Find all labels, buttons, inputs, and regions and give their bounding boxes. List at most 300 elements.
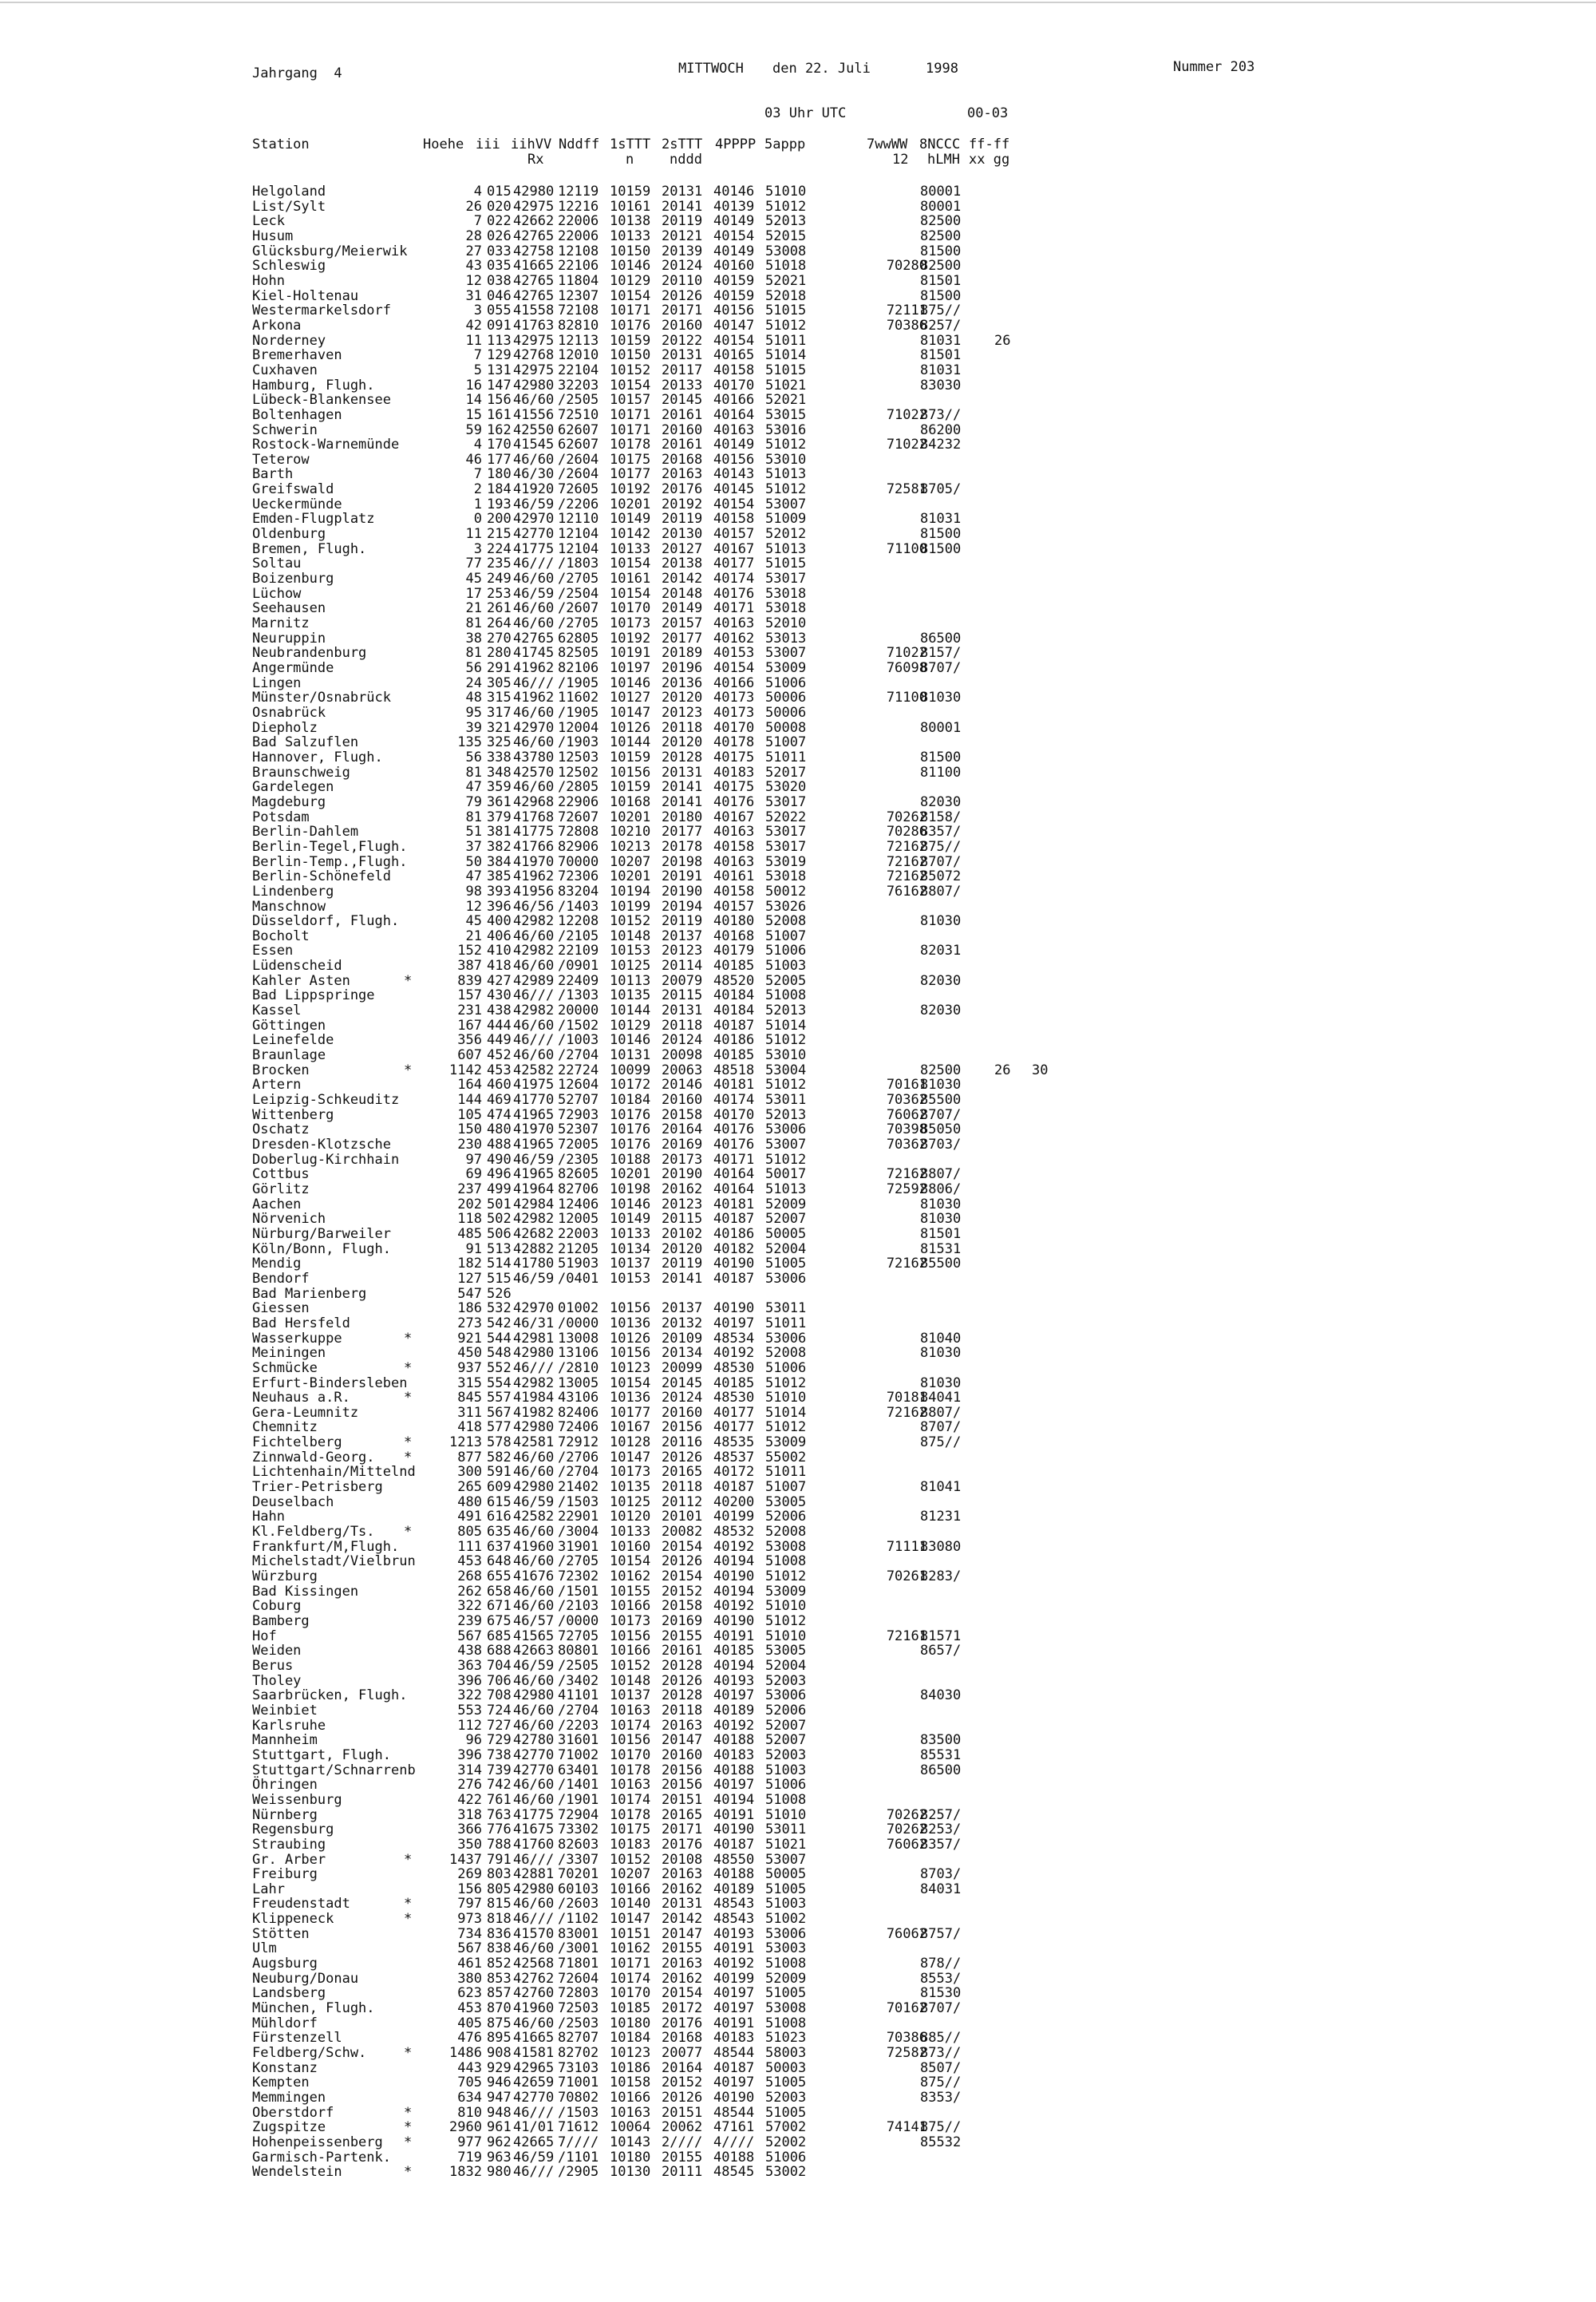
iihvv-value: 41745 <box>513 645 555 662</box>
station-name: Köln/Bonn, Flugh. <box>252 1240 391 1257</box>
2sttt-value: 20190 <box>662 1166 703 1183</box>
nddff-value: /2604 <box>558 451 599 468</box>
8nccc-value: 8553/ <box>920 1970 962 1987</box>
2sttt-value: 20177 <box>662 630 703 647</box>
hoehe-value: 39 <box>465 719 482 736</box>
5appp-value: 55002 <box>765 1449 807 1465</box>
nddff-value: 12406 <box>558 1196 599 1212</box>
station-name: Husum <box>252 227 294 244</box>
8nccc-value: 81030 <box>920 1211 962 1228</box>
station-name: Michelstadt/Vielbrun <box>252 1553 416 1570</box>
7wwww-value: 71100 <box>886 540 927 557</box>
iihvv-value: 46/60 <box>513 958 555 975</box>
2sttt-value: 20099 <box>662 1359 703 1376</box>
hoehe-value: 4 <box>473 437 482 453</box>
hoehe-value: 28 <box>465 227 482 244</box>
iii-value: 724 <box>487 1702 512 1719</box>
nddff-value: /0000 <box>558 1613 599 1629</box>
5appp-value: 51014 <box>765 347 807 364</box>
nddff-value: 22109 <box>558 943 599 959</box>
7wwww-value: 72161 <box>886 1628 927 1644</box>
table-row <box>252 1643 1449 1659</box>
iii-value: 091 <box>487 317 512 334</box>
iii-value: 616 <box>487 1509 512 1525</box>
2sttt-value: 20142 <box>662 1911 703 1928</box>
iii-value: 857 <box>487 1985 512 2002</box>
col-2sttt: 2sTTT <box>662 136 703 152</box>
station-name: Rostock-Warnemünde <box>252 437 400 453</box>
hoehe-value: 237 <box>457 1181 482 1197</box>
station-name: Westermarkelsdorf <box>252 303 391 319</box>
2sttt-value: 20115 <box>662 1211 703 1228</box>
4pppp-value: 40176 <box>713 1137 755 1153</box>
nddff-value: /2505 <box>558 1657 599 1674</box>
station-name: Osnabrück <box>252 704 326 721</box>
8nccc-value: 81501 <box>920 347 962 364</box>
iii-value: 514 <box>487 1256 512 1272</box>
5appp-value: 53026 <box>765 898 807 915</box>
iii-value: 548 <box>487 1345 512 1362</box>
iii-value: 381 <box>487 824 512 841</box>
2sttt-value: 20114 <box>662 958 703 975</box>
station-name: Münster/Osnabrück <box>252 690 391 706</box>
iii-value: 338 <box>487 749 512 765</box>
station-name: Lüdenscheid <box>252 958 342 975</box>
5appp-value: 51012 <box>765 1568 807 1585</box>
nddff-value: /2105 <box>558 928 599 944</box>
5appp-value: 51007 <box>765 1479 807 1496</box>
iihvv-value: 46/59 <box>513 1270 555 1287</box>
2sttt-value: 20124 <box>662 1032 703 1049</box>
2sttt-value: 20116 <box>662 1434 703 1451</box>
4pppp-value: 40199 <box>713 1509 755 1525</box>
iii-value: 438 <box>487 1003 512 1019</box>
1sttt-value: 10163 <box>610 1777 651 1794</box>
5appp-value: 51015 <box>765 303 807 319</box>
iihvv-value: 41556 <box>513 406 555 423</box>
station-name: List/Sylt <box>252 198 326 215</box>
iii-value: 648 <box>487 1553 512 1570</box>
2sttt-value: 20128 <box>662 749 703 765</box>
iii-value: 474 <box>487 1106 512 1123</box>
1sttt-value: 10159 <box>610 779 651 796</box>
station-name: Lübeck-Blankensee <box>252 392 391 409</box>
station-name: Straubing <box>252 1836 326 1853</box>
1sttt-value: 10186 <box>610 2059 651 2076</box>
iii-value: 317 <box>487 704 512 721</box>
station-name: Bad Salzuflen <box>252 734 359 751</box>
nddff-value: 82603 <box>558 1836 599 1853</box>
iihvv-value: 42770 <box>513 526 555 543</box>
4pppp-value: 40188 <box>713 2149 755 2166</box>
7wwww-value: 72582 <box>886 2045 927 2062</box>
iii-value: 685 <box>487 1628 512 1644</box>
nddff-value: 82605 <box>558 1166 599 1183</box>
iii-value: 961 <box>487 2119 512 2136</box>
hoehe-value: 805 <box>457 1524 482 1541</box>
4pppp-value: 40197 <box>713 1315 755 1331</box>
iihvv-value: 42965 <box>513 2059 555 2076</box>
iihvv-value: 41982 <box>513 1404 555 1421</box>
8nccc-value: 83080 <box>920 1538 962 1555</box>
hoehe-value: 69 <box>465 1166 482 1183</box>
4pppp-value: 40177 <box>713 1404 755 1421</box>
table-row <box>252 1674 1449 1689</box>
8nccc-value: 85531 <box>920 1746 962 1763</box>
2sttt-value: 20123 <box>662 1196 703 1212</box>
table-row <box>252 1480 1449 1495</box>
station-name: Lichtenhain/Mittelnd <box>252 1464 416 1481</box>
5appp-value: 51012 <box>765 198 807 215</box>
2sttt-value: 20123 <box>662 704 703 721</box>
table-row <box>252 1927 1449 1942</box>
2sttt-value: 20157 <box>662 615 703 632</box>
hoehe-value: 27 <box>465 243 482 259</box>
1sttt-value: 10128 <box>610 1434 651 1451</box>
iii-value: 488 <box>487 1137 512 1153</box>
col-hoehe: Hoehe <box>423 136 464 152</box>
2sttt-value: 20177 <box>662 824 703 841</box>
5appp-value: 51008 <box>765 987 807 1004</box>
2sttt-value: 20190 <box>662 883 703 900</box>
7wwww-value: 71022 <box>886 645 927 662</box>
hoehe-value: 322 <box>457 1598 482 1615</box>
iii-value: 567 <box>487 1404 512 1421</box>
hoehe-value: 127 <box>457 1270 482 1287</box>
hoehe-value: 350 <box>457 1836 482 1853</box>
4pppp-value: 40164 <box>713 1166 755 1183</box>
station-name: Garmisch-Partenk. <box>252 2149 391 2166</box>
station-name: Bremen, Flugh. <box>252 540 367 557</box>
7wwww-value: 72162 <box>886 1256 927 1272</box>
iii-value: 946 <box>487 2075 512 2091</box>
4pppp-value: 40163 <box>713 615 755 632</box>
table-row <box>252 244 1449 259</box>
8nccc-value: 81500 <box>920 287 962 304</box>
4pppp-value: 40187 <box>713 2059 755 2076</box>
2sttt-value: 20145 <box>662 1374 703 1391</box>
table-row <box>252 1212 1449 1227</box>
7wwww-value: 70262 <box>886 1806 927 1823</box>
1sttt-value: 10146 <box>610 1196 651 1212</box>
nddff-value: /1803 <box>558 556 599 572</box>
1sttt-value: 10153 <box>610 943 651 959</box>
7wwww-value: 71022 <box>886 437 927 453</box>
1sttt-value: 10192 <box>610 481 651 498</box>
2sttt-value: 20154 <box>662 1985 703 2002</box>
nddff-value: /3001 <box>558 1940 599 1957</box>
hoehe-value: 239 <box>457 1613 482 1629</box>
2sttt-value: 20163 <box>662 1956 703 1972</box>
hoehe-value: 112 <box>457 1717 482 1734</box>
4pppp-value: 40163 <box>713 824 755 841</box>
iii-value: 763 <box>487 1806 512 1823</box>
table-row <box>252 1256 1449 1272</box>
hoehe-value: 97 <box>465 1151 482 1168</box>
8nccc-value: 85500 <box>920 1092 962 1109</box>
8nccc-value: 81530 <box>920 1985 962 2002</box>
1sttt-value: 10174 <box>610 1791 651 1808</box>
1sttt-value: 10148 <box>610 1672 651 1689</box>
4pppp-value: 40171 <box>713 600 755 617</box>
hoehe-value: 1 <box>473 496 482 512</box>
hoehe-value: 705 <box>457 2075 482 2091</box>
iihvv-value: 41770 <box>513 1092 555 1109</box>
1sttt-value: 10159 <box>610 184 651 200</box>
iihvv-value: 46/60 <box>513 1583 555 1600</box>
1sttt-value: 10159 <box>610 749 651 765</box>
nddff-value: /1903 <box>558 734 599 751</box>
4pppp-value: 40190 <box>713 1300 755 1317</box>
station-name: Schleswig <box>252 258 326 275</box>
nddff-value: /1403 <box>558 898 599 915</box>
station-name: Boltenhagen <box>252 406 342 423</box>
2sttt-value: 20147 <box>662 1925 703 1942</box>
station-name: Wasserkuppe <box>252 1330 342 1347</box>
1sttt-value: 10156 <box>610 1628 651 1644</box>
iihvv-value: 42758 <box>513 243 555 259</box>
5appp-value: 51014 <box>765 1017 807 1034</box>
table-row <box>252 1837 1449 1853</box>
2sttt-value: 20132 <box>662 1315 703 1331</box>
7wwww-value: 70162 <box>886 2000 927 2017</box>
station-name: Oberstdorf <box>252 2104 334 2121</box>
iihvv-value: 41581 <box>513 2045 555 2062</box>
nddff-value: 12104 <box>558 526 599 543</box>
7wwww-value: 72581 <box>886 481 927 498</box>
nddff-value: 20000 <box>558 1003 599 1019</box>
4pppp-value: 40174 <box>713 1092 755 1109</box>
table-row <box>252 750 1449 765</box>
8nccc-value: 82500 <box>920 213 962 230</box>
ff-value: 26 <box>994 1062 1011 1078</box>
2sttt-value: 20118 <box>662 1702 703 1719</box>
8nccc-value: 81231 <box>920 1509 962 1525</box>
hoehe-value: 3 <box>473 303 482 319</box>
iihvv-value: 42989 <box>513 972 555 989</box>
8nccc-value: 8707/ <box>920 660 962 676</box>
4pppp-value: 40191 <box>713 1806 755 1823</box>
table-row <box>252 974 1449 989</box>
5appp-value: 51008 <box>765 1791 807 1808</box>
iihvv-value: 42762 <box>513 1970 555 1987</box>
nddff-value: /1102 <box>558 1911 599 1928</box>
8nccc-value: 8807/ <box>920 1404 962 1421</box>
hoehe-value: 186 <box>457 1300 482 1317</box>
iihvv-value: 41665 <box>513 258 555 275</box>
2sttt-value: 20145 <box>662 392 703 409</box>
2sttt-value: 20110 <box>662 272 703 289</box>
nddff-value: 22006 <box>558 227 599 244</box>
nddff-value: /1501 <box>558 1583 599 1600</box>
table-row <box>252 200 1449 215</box>
hoehe-value: 81 <box>465 809 482 825</box>
8nccc-value: 85072 <box>920 868 962 885</box>
1sttt-value: 10175 <box>610 451 651 468</box>
2sttt-value: 20176 <box>662 1836 703 1853</box>
station-name: Stötten <box>252 1925 310 1942</box>
4pppp-value: 40154 <box>713 496 755 512</box>
2sttt-value: 20171 <box>662 1821 703 1838</box>
iii-value: 542 <box>487 1315 512 1331</box>
iii-value: 410 <box>487 943 512 959</box>
table-row <box>252 1108 1449 1123</box>
1sttt-value: 10156 <box>610 764 651 781</box>
hoehe-value: 553 <box>457 1702 482 1719</box>
2sttt-value: 20141 <box>662 1270 703 1287</box>
4pppp-value: 40190 <box>713 1821 755 1838</box>
8nccc-value: 875// <box>920 838 962 855</box>
hoehe-value: 167 <box>457 1017 482 1034</box>
8nccc-value: 81030 <box>920 1345 962 1362</box>
nddff-value: /1905 <box>558 704 599 721</box>
station-name: Lüchow <box>252 585 302 602</box>
4pppp-value: 40187 <box>713 1836 755 1853</box>
iihvv-value: 46/60 <box>513 1672 555 1689</box>
station-name: Neuruppin <box>252 630 326 647</box>
table-row <box>252 1897 1449 1912</box>
station-name: Barth <box>252 466 294 483</box>
2sttt-value: 20126 <box>662 1449 703 1465</box>
5appp-value: 52021 <box>765 392 807 409</box>
4pppp-value: 40185 <box>713 1374 755 1391</box>
iii-value: 836 <box>487 1925 512 1942</box>
8nccc-value: 82030 <box>920 1003 962 1019</box>
1sttt-value: 10147 <box>610 1911 651 1928</box>
issue-number: Nummer 203 <box>1173 59 1255 75</box>
8nccc-value: 81501 <box>920 1225 962 1242</box>
1sttt-value: 10177 <box>610 1404 651 1421</box>
4pppp-value: 40189 <box>713 1702 755 1719</box>
iii-value: 038 <box>487 272 512 289</box>
nddff-value: 72607 <box>558 809 599 825</box>
7wwww-value: 71111 <box>886 1538 927 1555</box>
nddff-value: 21402 <box>558 1479 599 1496</box>
5appp-value: 53006 <box>765 1687 807 1704</box>
mountain-marker: * <box>404 2119 413 2136</box>
table-row <box>252 512 1449 527</box>
station-name: Mannheim <box>252 1732 318 1749</box>
2sttt-value: 20119 <box>662 511 703 528</box>
table-row <box>252 2150 1449 2166</box>
iihvv-value: 42550 <box>513 421 555 438</box>
col-8nccc-sub: hLMH <box>927 152 960 168</box>
4pppp-value: 40197 <box>713 1777 755 1794</box>
table-row <box>252 556 1449 572</box>
2sttt-value: 20119 <box>662 913 703 930</box>
iihvv-value: 46/// <box>513 1359 555 1376</box>
station-name: Braunlage <box>252 1047 326 1064</box>
4pppp-value: 40182 <box>713 1240 755 1257</box>
8nccc-value: 8357/ <box>920 824 962 841</box>
5appp-value: 53018 <box>765 600 807 617</box>
hoehe-value: 31 <box>465 287 482 304</box>
1sttt-value: 10144 <box>610 734 651 751</box>
5appp-value: 52021 <box>765 272 807 289</box>
hoehe-value: 182 <box>457 1256 482 1272</box>
station-name: Gardelegen <box>252 779 334 796</box>
4pppp-value: 40174 <box>713 571 755 587</box>
iihvv-value: 46/// <box>513 1851 555 1868</box>
5appp-value: 52012 <box>765 526 807 543</box>
station-name: Seehausen <box>252 600 326 617</box>
table-row <box>252 2016 1449 2031</box>
nddff-value: 71002 <box>558 1746 599 1763</box>
nddff-value: 12119 <box>558 184 599 200</box>
4pppp-value: 40177 <box>713 556 755 572</box>
station-name: Schmücke <box>252 1359 318 1376</box>
1sttt-value: 10125 <box>610 958 651 975</box>
5appp-value: 52018 <box>765 287 807 304</box>
5appp-value: 53006 <box>765 1330 807 1347</box>
iii-value: 875 <box>487 2015 512 2031</box>
station-name: Lindenberg <box>252 883 334 900</box>
1sttt-value: 10120 <box>610 1509 651 1525</box>
5appp-value: 51008 <box>765 2015 807 2031</box>
8nccc-value: 875// <box>920 2119 962 2136</box>
table-row <box>252 1465 1449 1480</box>
nddff-value: /1503 <box>558 1493 599 1510</box>
8nccc-value: 81571 <box>920 1628 962 1644</box>
4pppp-value: 40153 <box>713 645 755 662</box>
iihvv-value: 46/56 <box>513 898 555 915</box>
table-row <box>252 1763 1449 1778</box>
2sttt-value: 20180 <box>662 809 703 825</box>
8nccc-value: 81100 <box>920 764 962 781</box>
1sttt-value: 10113 <box>610 972 651 989</box>
8nccc-value: 8283/ <box>920 1568 962 1585</box>
station-name: Kiel-Holtenau <box>252 287 359 304</box>
iii-value: 980 <box>487 2164 512 2181</box>
5appp-value: 52008 <box>765 1345 807 1362</box>
hoehe-value: 45 <box>465 571 482 587</box>
iii-value: 615 <box>487 1493 512 1510</box>
1sttt-value: 10171 <box>610 1956 651 1972</box>
table-row <box>252 1867 1449 1882</box>
hoehe-value: 105 <box>457 1106 482 1123</box>
station-name: Bendorf <box>252 1270 310 1287</box>
station-name: Leck <box>252 213 285 230</box>
hoehe-value: 461 <box>457 1956 482 1972</box>
5appp-value: 53011 <box>765 1092 807 1109</box>
hoehe-value: 607 <box>457 1047 482 1064</box>
4pppp-value: 40145 <box>713 481 755 498</box>
5appp-value: 51021 <box>765 377 807 394</box>
2sttt-value: 20131 <box>662 347 703 364</box>
7wwww-value: 74141 <box>886 2119 927 2136</box>
station-name: Aachen <box>252 1196 302 1212</box>
iii-value: 526 <box>487 1285 512 1302</box>
table-row <box>252 1450 1449 1465</box>
table-row <box>252 601 1449 616</box>
4pppp-value: 48550 <box>713 1851 755 1868</box>
iihvv-value: 46/// <box>513 556 555 572</box>
4pppp-value: 40164 <box>713 1181 755 1197</box>
8nccc-value: 81031 <box>920 511 962 528</box>
iihvv-value: 46/60 <box>513 1791 555 1808</box>
4pppp-value: 40149 <box>713 243 755 259</box>
nddff-value: /0000 <box>558 1315 599 1331</box>
8nccc-value: 81030 <box>920 1077 962 1094</box>
nddff-value: 83204 <box>558 883 599 900</box>
5appp-value: 52007 <box>765 1717 807 1734</box>
hoehe-value: 231 <box>457 1003 482 1019</box>
station-name: Braunschweig <box>252 764 350 781</box>
iihvv-value: 46/30 <box>513 466 555 483</box>
1sttt-value: 10154 <box>610 585 651 602</box>
8nccc-value: 83500 <box>920 1732 962 1749</box>
4pppp-value: 40156 <box>713 303 755 319</box>
